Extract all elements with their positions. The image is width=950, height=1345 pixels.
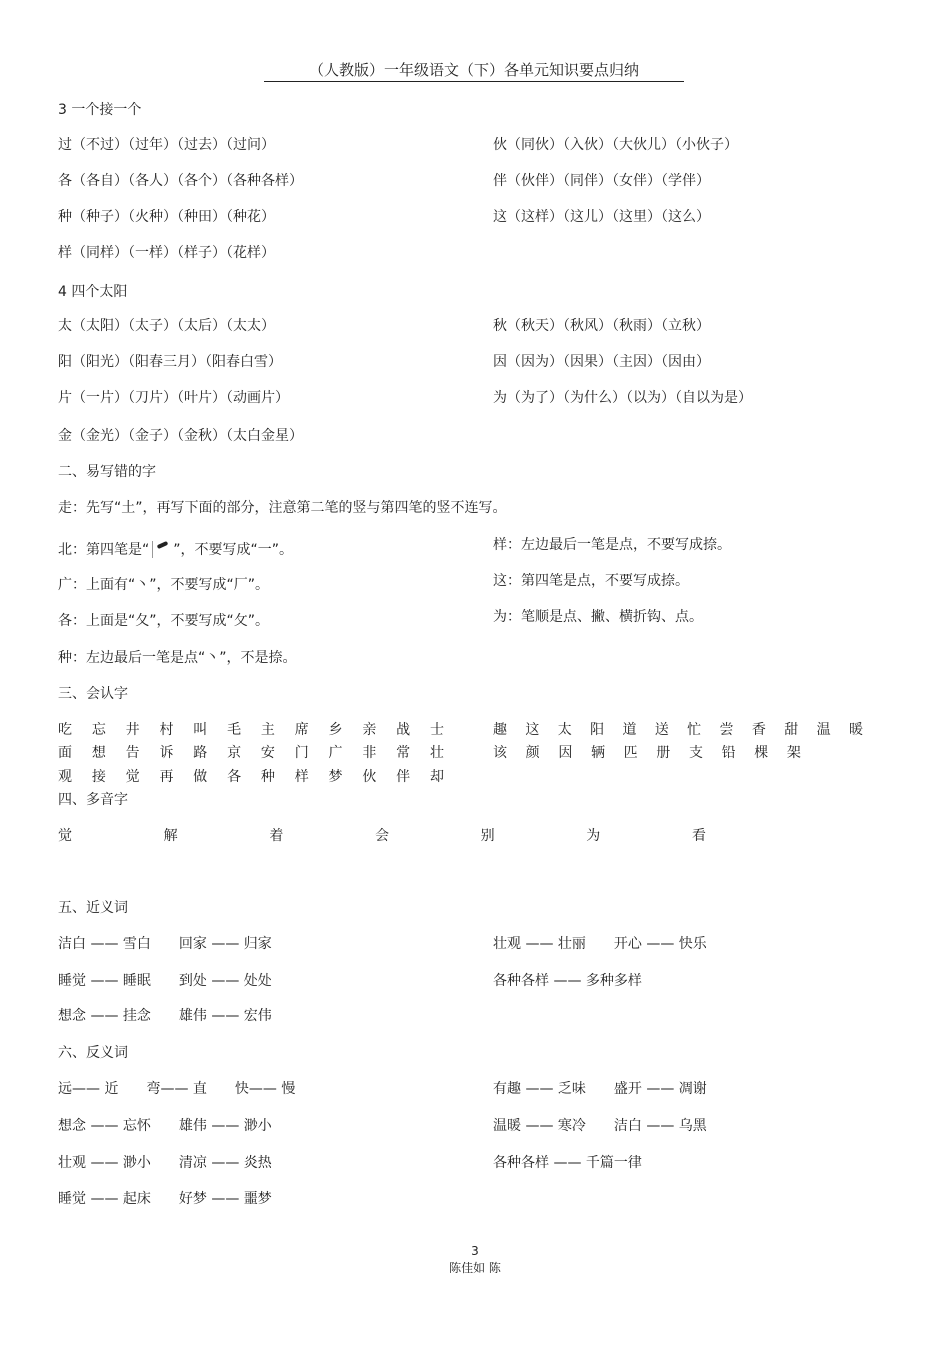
polyphone-row <box>58 829 706 843</box>
char: 香 <box>751 722 766 738</box>
char: 面 <box>58 745 72 761</box>
lesson3-left-row: 样（同样）（一样）（样子）（花样） <box>58 245 275 261</box>
antonym-row: 壮观 —— 渺小 清凉 —— 炎热 <box>58 1155 272 1171</box>
lesson4-left-row: 阳（阳光）（阳春三月）（阳春白雪） <box>58 354 282 370</box>
polyphone-char: 为 <box>586 828 601 844</box>
char: 伙 <box>362 769 377 785</box>
char: 这 <box>525 722 540 738</box>
synonym-row: 想念 —— 挂念 雄伟 —— 宏伟 <box>58 1008 272 1024</box>
section5-heading: 五、近义词 <box>58 900 128 916</box>
char: 吃 <box>58 722 72 738</box>
page-title: （人教版）一年级语文（下）各单元知识要点归纳 <box>264 63 684 82</box>
char-row <box>493 723 863 737</box>
note-guang: 广：上面有“丶”，不要写成“厂”。 <box>58 577 270 593</box>
char: 甜 <box>784 722 799 738</box>
char: 温 <box>816 722 831 738</box>
char: 再 <box>159 769 174 785</box>
stroke-glyph-icon <box>150 539 172 559</box>
char: 亲 <box>362 722 377 738</box>
lesson3-right-row: 这（这样）（这儿）（这里）（这么） <box>493 209 710 225</box>
lesson3-left-row: 种（种子）（火种）（种田）（种花） <box>58 209 275 225</box>
footer-author: 陈佳如 陈 <box>449 1261 501 1275</box>
char: 常 <box>396 745 411 761</box>
synonym-row: 各种各样 —— 多种多样 <box>493 973 642 989</box>
lesson4-left-row: 太（太阳）（太子）（太后）（太太） <box>58 318 275 334</box>
char: 趣 <box>493 722 507 738</box>
char: 颜 <box>525 745 540 761</box>
char: 道 <box>622 722 637 738</box>
char: 尝 <box>719 722 734 738</box>
char: 广 <box>328 745 343 761</box>
char: 因 <box>558 745 573 761</box>
char: 各 <box>227 769 242 785</box>
antonym-row: 温暖 —— 寒冷 洁白 —— 乌黑 <box>493 1118 707 1134</box>
char: 太 <box>557 722 572 738</box>
note-bei-before: 北：第四笔是“ <box>58 542 150 558</box>
char: 忙 <box>687 722 702 738</box>
char: 接 <box>91 769 106 785</box>
note-bei-after: ”，不要写成“一”。 <box>173 542 294 558</box>
section3-heading: 三、会认字 <box>58 686 128 702</box>
char: 却 <box>429 769 444 785</box>
antonym-row: 睡觉 —— 起床 好梦 —— 噩梦 <box>58 1191 272 1207</box>
char: 铅 <box>721 745 736 761</box>
char: 诉 <box>159 745 174 761</box>
lesson3-heading: 3 一个接一个 <box>58 102 142 118</box>
char: 非 <box>362 745 377 761</box>
char: 册 <box>656 745 671 761</box>
lesson3-right-row: 伴（伙伴）（同伴）（女伴）（学伴） <box>493 173 710 189</box>
lesson4-heading: 4 四个太阳 <box>58 284 128 300</box>
section2-heading: 二、易写错的字 <box>58 464 156 480</box>
char: 种 <box>260 769 275 785</box>
lesson4-left-row: 片（一片）（刀片）（叶片）（动画片） <box>58 390 289 406</box>
polyphone-char: 看 <box>691 828 706 844</box>
char: 井 <box>125 722 140 738</box>
char: 辆 <box>590 745 605 761</box>
page-number: 3 <box>471 1244 479 1258</box>
char-row <box>58 723 444 737</box>
polyphone-char: 别 <box>480 828 495 844</box>
char: 村 <box>159 722 174 738</box>
antonym-row: 有趣 —— 乏味 盛开 —— 凋谢 <box>493 1081 707 1097</box>
char: 做 <box>193 769 208 785</box>
lesson4-left-row: 金（金光）（金子）（金秋）（太白金星） <box>58 428 303 444</box>
polyphone-char: 会 <box>374 828 389 844</box>
note-yang: 样：左边最后一笔是点，不要写成捺。 <box>493 537 731 553</box>
char: 忘 <box>91 722 106 738</box>
char: 伴 <box>396 769 411 785</box>
synonym-row: 洁白 —— 雪白 回家 —— 归家 <box>58 936 272 952</box>
char-row <box>493 746 801 760</box>
char: 路 <box>193 745 208 761</box>
char: 架 <box>786 745 801 761</box>
antonym-row: 远—— 近 弯—— 直 快—— 慢 <box>58 1081 296 1097</box>
char: 棵 <box>754 745 769 761</box>
char: 匹 <box>623 745 638 761</box>
section6-heading: 六、反义词 <box>58 1045 128 1061</box>
char: 样 <box>294 769 309 785</box>
char: 士 <box>429 722 444 738</box>
char-row <box>58 746 444 760</box>
char: 战 <box>396 722 411 738</box>
char: 壮 <box>429 745 444 761</box>
polyphone-char: 觉 <box>58 828 72 844</box>
lesson4-right-row: 秋（秋天）（秋风）（秋雨）（立秋） <box>493 318 710 334</box>
note-zhong: 种：左边最后一笔是点“丶”，不是捺。 <box>58 650 297 666</box>
char: 观 <box>58 769 72 785</box>
char: 告 <box>125 745 140 761</box>
lesson3-left-row: 过（不过）（过年）（过去）（过问） <box>58 137 275 153</box>
antonym-row: 各种各样 —— 千篇一律 <box>493 1155 642 1171</box>
char: 叫 <box>193 722 208 738</box>
antonym-row: 想念 —— 忘怀 雄伟 —— 渺小 <box>58 1118 272 1134</box>
char: 觉 <box>125 769 140 785</box>
synonym-row: 睡觉 —— 睡眠 到处 —— 处处 <box>58 973 272 989</box>
section4-heading: 四、多音字 <box>58 792 128 808</box>
polyphone-char: 解 <box>163 828 178 844</box>
char: 梦 <box>328 769 343 785</box>
note-wei: 为：笔顺是点、撇、横折钩、点。 <box>493 609 703 625</box>
note-zou: 走：先写“土”，再写下面的部分，注意第二笔的竖与第四笔的竖不连写。 <box>58 500 507 516</box>
char: 送 <box>654 722 669 738</box>
lesson4-right-row: 为（为了）（为什么）（以为）（自以为是） <box>493 390 752 406</box>
note-zhe: 这：第四笔是点，不要写成捺。 <box>493 573 689 589</box>
lesson3-left-row: 各（各自）（各人）（各个）（各种各样） <box>58 173 303 189</box>
char: 该 <box>493 745 507 761</box>
char: 暖 <box>848 722 863 738</box>
polyphone-char: 着 <box>269 828 284 844</box>
lesson4-right-row: 因（因为）（因果）（主因）（因由） <box>493 354 710 370</box>
char: 门 <box>294 745 309 761</box>
char: 阳 <box>590 722 605 738</box>
char: 席 <box>294 722 309 738</box>
char: 想 <box>91 745 106 761</box>
char: 支 <box>688 745 703 761</box>
char: 乡 <box>328 722 343 738</box>
char: 京 <box>227 745 242 761</box>
note-ge: 各：上面是“夂”，不要写成“攵”。 <box>58 613 270 629</box>
char: 安 <box>260 745 275 761</box>
char-row <box>58 770 444 784</box>
synonym-row: 壮观 —— 壮丽 开心 —— 快乐 <box>493 936 707 952</box>
char: 毛 <box>227 722 242 738</box>
note-bei <box>58 539 293 559</box>
lesson3-right-row: 伙（同伙）（入伙）（大伙儿）（小伙子） <box>493 137 738 153</box>
char: 主 <box>260 722 275 738</box>
